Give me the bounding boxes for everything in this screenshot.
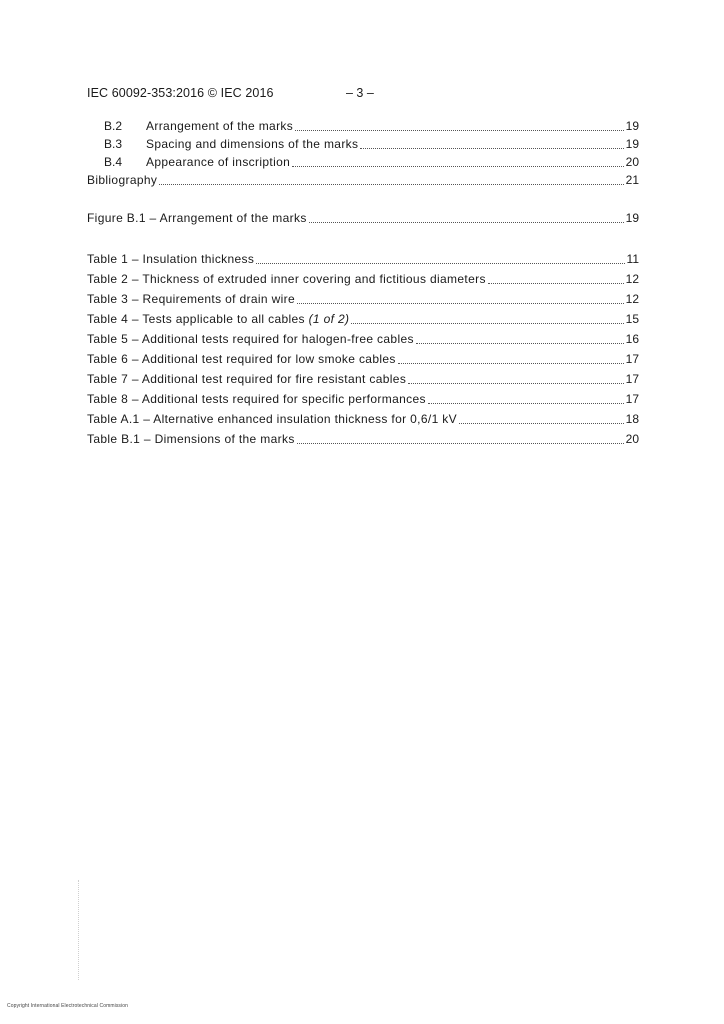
- dot-leader: [256, 253, 624, 264]
- toc-entry-bibliography[interactable]: [87, 172, 639, 188]
- toc-entry-title: Appearance of inscription: [146, 155, 291, 169]
- table-entry-title-main: Table 4 – Tests applicable to all cables: [87, 312, 305, 326]
- running-header: IEC 60092-353:2016 © IEC 2016: [87, 86, 274, 100]
- table-entry-page: 20: [625, 432, 639, 446]
- dot-leader: [292, 156, 623, 167]
- table-entry-page: 16: [625, 332, 639, 346]
- copyright-notice: Copyright International Electrotechnical Commission: [7, 1003, 128, 1009]
- dot-leader: [309, 212, 624, 223]
- dot-leader: [398, 353, 624, 364]
- table-entry-title: [87, 311, 349, 327]
- table-entry[interactable]: [87, 251, 639, 267]
- table-entry-title-part: (1 of 2): [304, 312, 350, 326]
- table-entry[interactable]: [87, 431, 639, 447]
- table-entry-page: 17: [625, 372, 639, 386]
- toc-entry-number: B.3: [104, 137, 123, 151]
- table-entry-page: 17: [625, 352, 639, 366]
- toc-entry-page: 21: [625, 173, 639, 187]
- table-entry[interactable]: [87, 311, 639, 327]
- toc-entry-number: B.4: [104, 155, 123, 169]
- toc-entry-title: Arrangement of the marks: [146, 119, 294, 133]
- table-entry-title: Table 3 – Requirements of drain wire: [87, 292, 296, 306]
- dot-leader: [408, 373, 623, 384]
- table-entry-title: Table 6 – Additional test required for low smoke cables: [87, 352, 396, 366]
- table-entry[interactable]: [87, 291, 639, 307]
- toc-entry-number: B.2: [104, 119, 123, 133]
- dot-leader: [416, 333, 624, 344]
- dot-leader: [488, 273, 624, 284]
- toc-entry-page: 19: [625, 137, 639, 151]
- toc-entry-page: 20: [625, 155, 639, 169]
- toc-entry[interactable]: [104, 154, 639, 170]
- dot-leader: [428, 393, 624, 404]
- figure-entry[interactable]: [87, 210, 639, 226]
- table-entry-page: 11: [626, 252, 639, 266]
- figure-entry-title: Figure B.1 – Arrangement of the marks: [87, 211, 307, 225]
- toc-entry-page: 19: [625, 119, 639, 133]
- table-entry-page: 15: [625, 312, 639, 326]
- table-entry-title: Table 7 – Additional test required for fire resistant cables: [87, 372, 407, 386]
- table-entry-page: 18: [625, 412, 639, 426]
- table-entry-title: Table B.1 – Dimensions of the marks: [87, 432, 295, 446]
- table-entry-title: Table 8 – Additional tests required for specific performances: [87, 392, 426, 406]
- toc-entry-title: Bibliography: [87, 173, 158, 187]
- table-entry[interactable]: [87, 371, 639, 387]
- toc-entry[interactable]: [104, 136, 639, 152]
- margin-scan-marks: [78, 880, 81, 980]
- table-entry[interactable]: [87, 331, 639, 347]
- dot-leader: [351, 313, 623, 324]
- dot-leader: [295, 120, 624, 131]
- toc-entry[interactable]: [104, 118, 639, 134]
- table-entry[interactable]: [87, 391, 639, 407]
- table-entry-title: Table A.1 – Alternative enhanced insulation thickness for 0,6/1 kV: [87, 412, 457, 426]
- table-entry-title: Table 1 – Insulation thickness: [87, 252, 255, 266]
- page-number: – 3 –: [346, 86, 374, 100]
- dot-leader: [297, 293, 624, 304]
- dot-leader: [360, 138, 623, 149]
- table-entry[interactable]: [87, 411, 639, 427]
- table-entry-page: 12: [625, 292, 639, 306]
- table-entry[interactable]: [87, 351, 639, 367]
- table-entry-title: Table 5 – Additional tests required for halogen-free cables: [87, 332, 414, 346]
- dot-leader: [459, 413, 624, 424]
- dot-leader: [159, 174, 623, 185]
- table-entry[interactable]: [87, 271, 639, 287]
- dot-leader: [297, 433, 624, 444]
- table-entry-title: Table 2 – Thickness of extruded inner covering and fictitious diameters: [87, 272, 486, 286]
- table-entry-page: 12: [625, 272, 639, 286]
- toc-entry-title: Spacing and dimensions of the marks: [146, 137, 359, 151]
- table-entry-page: 17: [625, 392, 639, 406]
- figure-entry-page: 19: [625, 211, 639, 225]
